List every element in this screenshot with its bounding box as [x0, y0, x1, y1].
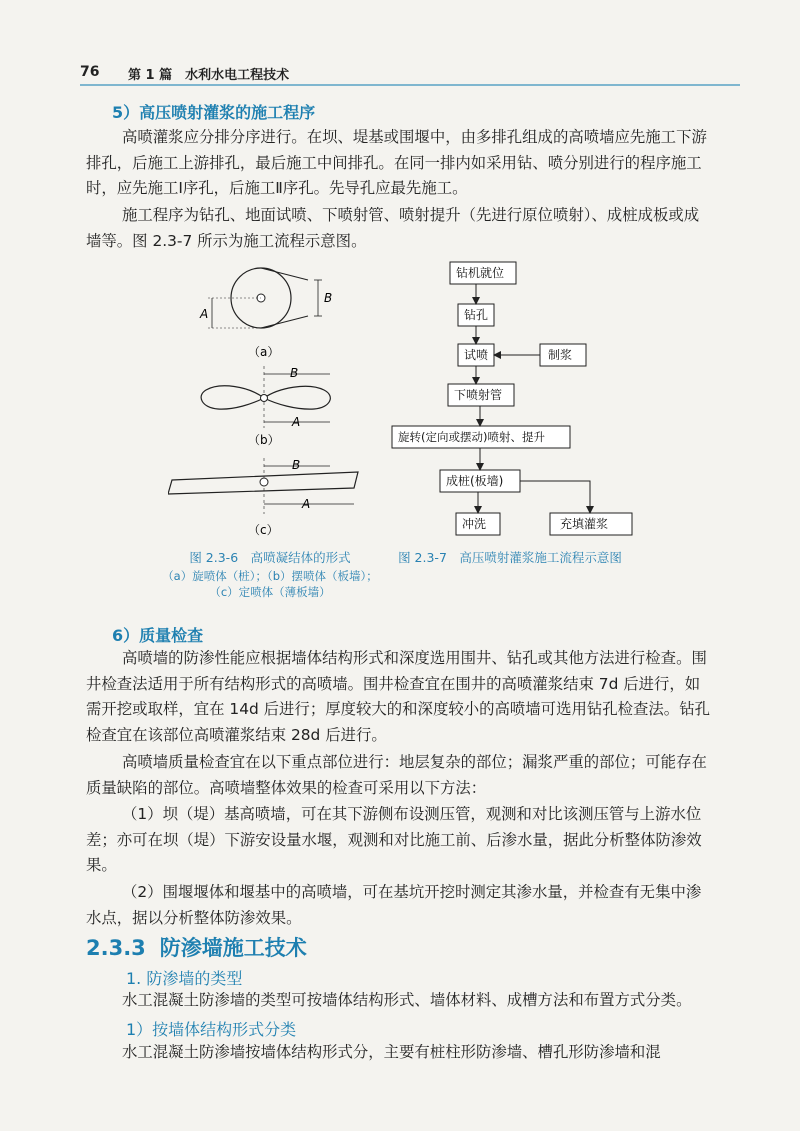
paragraph: （2）围堰堰体和堰基中的高喷墙，可在基坑开挖时测定其渗水量，并检查有无集中渗水点，据以分析整体防渗效果。: [86, 883, 702, 927]
figure-caption: 图 2.3-6 高喷凝结体的形式: [189, 550, 351, 565]
paragraph: 水工混凝土防渗墙的类型可按墙体结构形式、墙体材料、成槽方法和布置方式分类。: [122, 991, 692, 1009]
page-header: [80, 62, 740, 86]
page-number: 76: [80, 64, 100, 80]
dim-label-B: B: [290, 366, 299, 380]
figure-caption: 图 2.3-7 高压喷射灌浆施工流程示意图: [398, 550, 622, 565]
paragraph: 高喷灌浆应分排分序进行。在坝、堤基或围堰中，由多排孔组成的高喷墙应先施工下游排孔，后施工上游排孔，最后施工中间排孔。在同一排内如采用钻、喷分别进行的程序施工时，应先施工Ⅰ序孔，后施工Ⅱ序孔。先导孔应最先施工。: [86, 128, 707, 198]
paragraph: 水工混凝土防渗墙按墙体结构形式分，主要有桩柱形防渗墙、槽孔形防渗墙和混: [122, 1043, 661, 1061]
dim-label-A: A: [200, 307, 209, 321]
dim-label-B: B: [292, 458, 301, 472]
figure-label-c: （c）: [248, 523, 279, 537]
flow-text: 试喷: [464, 348, 489, 362]
figure-label-a: （a）: [248, 345, 280, 359]
subsection-heading: 1）按墙体结构形式分类: [126, 1020, 297, 1039]
section-heading-6: 6）质量检查: [112, 626, 204, 645]
section-heading-2-3-3: [86, 932, 307, 962]
header-rule: [80, 84, 740, 86]
figure-subcaption: （c）定喷体（薄板墙）: [209, 585, 331, 599]
dim-label-B: B: [324, 291, 333, 305]
figure-a-jet-grout-column: [199, 268, 332, 359]
paragraph: 高喷墙的防渗性能应根据墙体结构形式和深度选用围井、钻孔或其他方法进行检查。围井检查法适用于所有结构形式的高喷墙。围井检查宜在围井的高喷灌浆结束 7d 后进行，如需开挖或取样，宜在 14d 后进行；厚度较大的和深度较小的高喷墙可选用钻孔检查法。钻孔检查宜在该部位高喷灌浆结束 28d 后进行。: [86, 649, 710, 744]
dim-label-A: A: [302, 497, 311, 511]
figure-2-3-6: [168, 258, 368, 548]
subsection-heading: 1. 防渗墙的类型: [126, 969, 243, 988]
figure-b-swing-spray-plate: [201, 366, 330, 447]
paragraph: （1）坝（堤）基高喷墙，可在其下游侧布设测压管，观测和对比该测压管与上游水位差；亦可在坝（堤）下游安设量水堰，观测和对比施工前、后渗水量，据此分析整体防渗效果。: [86, 805, 702, 875]
flow-text: 成桩(板墙): [446, 474, 504, 488]
flow-text: 充填灌浆: [560, 517, 609, 531]
dim-label-A: A: [292, 415, 301, 429]
flow-text: 制浆: [548, 348, 573, 362]
flow-text: 旋转(定向或摆动)喷射、提升: [398, 430, 545, 444]
figure-label-b: （b）: [248, 433, 280, 447]
figure-2-3-7-flowchart: [390, 260, 650, 545]
flow-text: 钻机就位: [456, 266, 505, 280]
figure-c-fixed-spray-thin-plate: [168, 458, 358, 537]
section-title: 防渗墙施工技术: [159, 936, 307, 960]
section-heading-5: 5）高压喷射灌浆的施工程序: [112, 103, 316, 122]
flow-text: 下喷射管: [454, 388, 503, 402]
flow-text: 钻孔: [464, 308, 489, 322]
paragraph: 高喷墙质量检查宜在以下重点部位进行：地层复杂的部位；漏浆严重的部位；可能存在质量缺陷的部位。高喷墙整体效果的检查可采用以下方法：: [86, 753, 707, 797]
flow-text: 冲洗: [462, 517, 487, 531]
paragraph: 施工程序为钻孔、地面试喷、下喷射管、喷射提升（先进行原位喷射）、成桩成板或成墙等。图 2.3-7 所示为施工流程示意图。: [86, 206, 700, 250]
running-title: 第 1 篇 水利水电工程技术: [128, 68, 290, 83]
figure-subcaption: （a）旋喷体（桩）；（b）摆喷体（板墙）；: [162, 569, 378, 583]
section-number: 2.3.3: [86, 936, 146, 960]
